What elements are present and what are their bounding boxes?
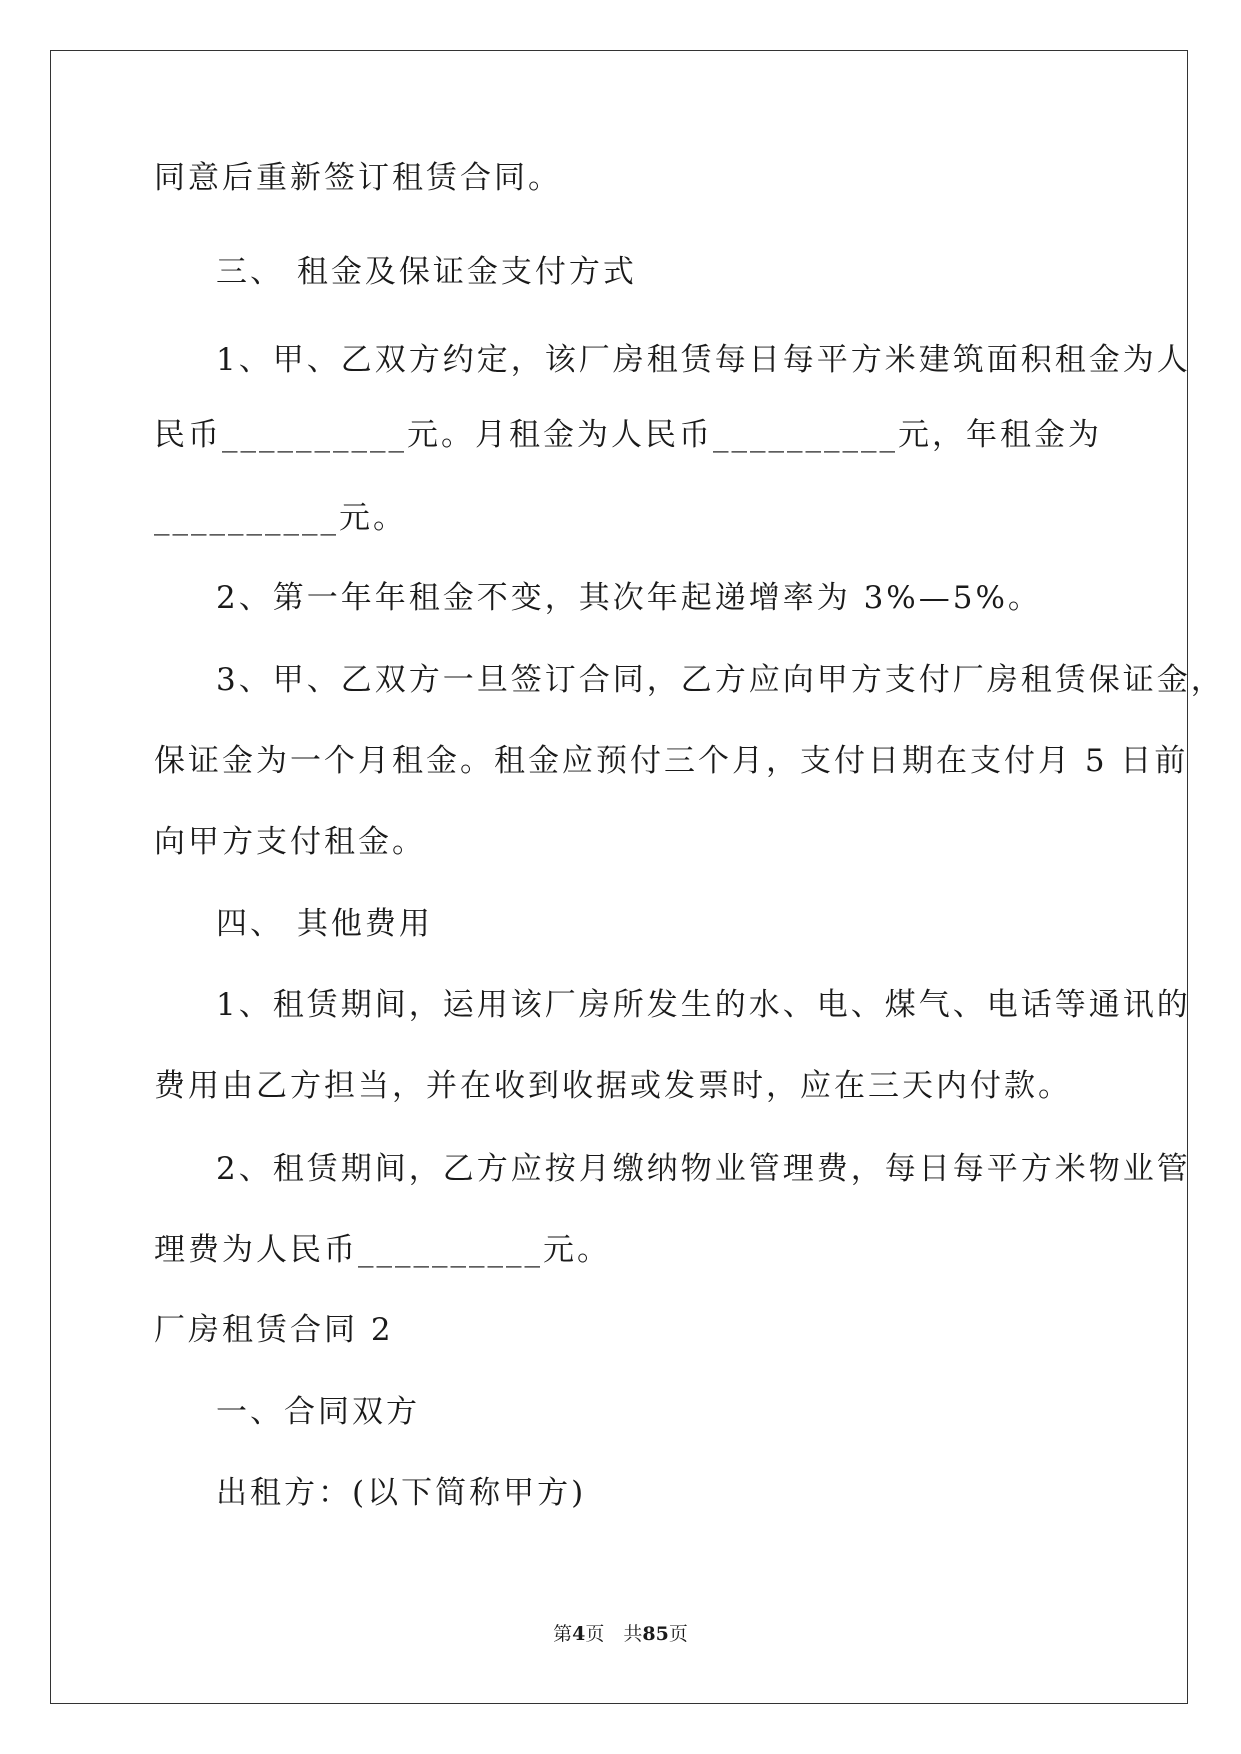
text-line-8: 保证金为一个月租金。租金应预付三个月，支付日期在支付月 5 日前 [154,743,1189,779]
text-line-6: 2、第一年年租金不变，其次年起递增率为 3%—5%。 [216,580,1042,616]
text-line-13: 2、租赁期间，乙方应按月缴纳物业管理费，每日每平方米物业管 [216,1151,1191,1187]
text-line-9: 向甲方支付租金。 [154,824,426,860]
text-line-3: 1、甲、乙双方约定，该厂房租赁每日每平方米建筑面积租金为人 [216,342,1191,378]
footer-suffix: 页 [668,1623,688,1645]
footer-page-number: 4 [572,1623,586,1645]
text-line-14: 理费为人民币__________元。 [154,1232,611,1268]
text-line-11: 1、租赁期间，运用该厂房所发生的水、电、煤气、电话等通讯的 [216,987,1191,1023]
page-border [50,50,1188,1704]
section-heading-1: 一、合同双方 [216,1394,420,1430]
section-heading-3: 三、 租金及保证金支付方式 [216,254,637,290]
text-line-7: 3、甲、乙双方一旦签订合同，乙方应向甲方支付厂房租赁保证金， [216,662,1225,698]
page-footer [0,1622,1241,1646]
text-line-12: 费用由乙方担当，并在收到收据或发票时，应在三天内付款。 [154,1068,1072,1104]
footer-total-pages: 85 [642,1623,669,1645]
text-line-17: 出租方：(以下简称甲方) [216,1475,587,1511]
text-line-5: __________元。 [154,500,407,536]
section-heading-4: 四、 其他费用 [216,906,433,942]
text-line-1: 同意后重新签订租赁合同。 [154,160,562,196]
text-line-4: 民币__________元。月租金为人民币__________元，年租金为 [154,417,1102,453]
footer-mid: 页 共 [585,1623,643,1645]
footer-prefix: 第 [553,1623,573,1645]
contract-title-2: 厂房租赁合同 2 [154,1312,394,1348]
